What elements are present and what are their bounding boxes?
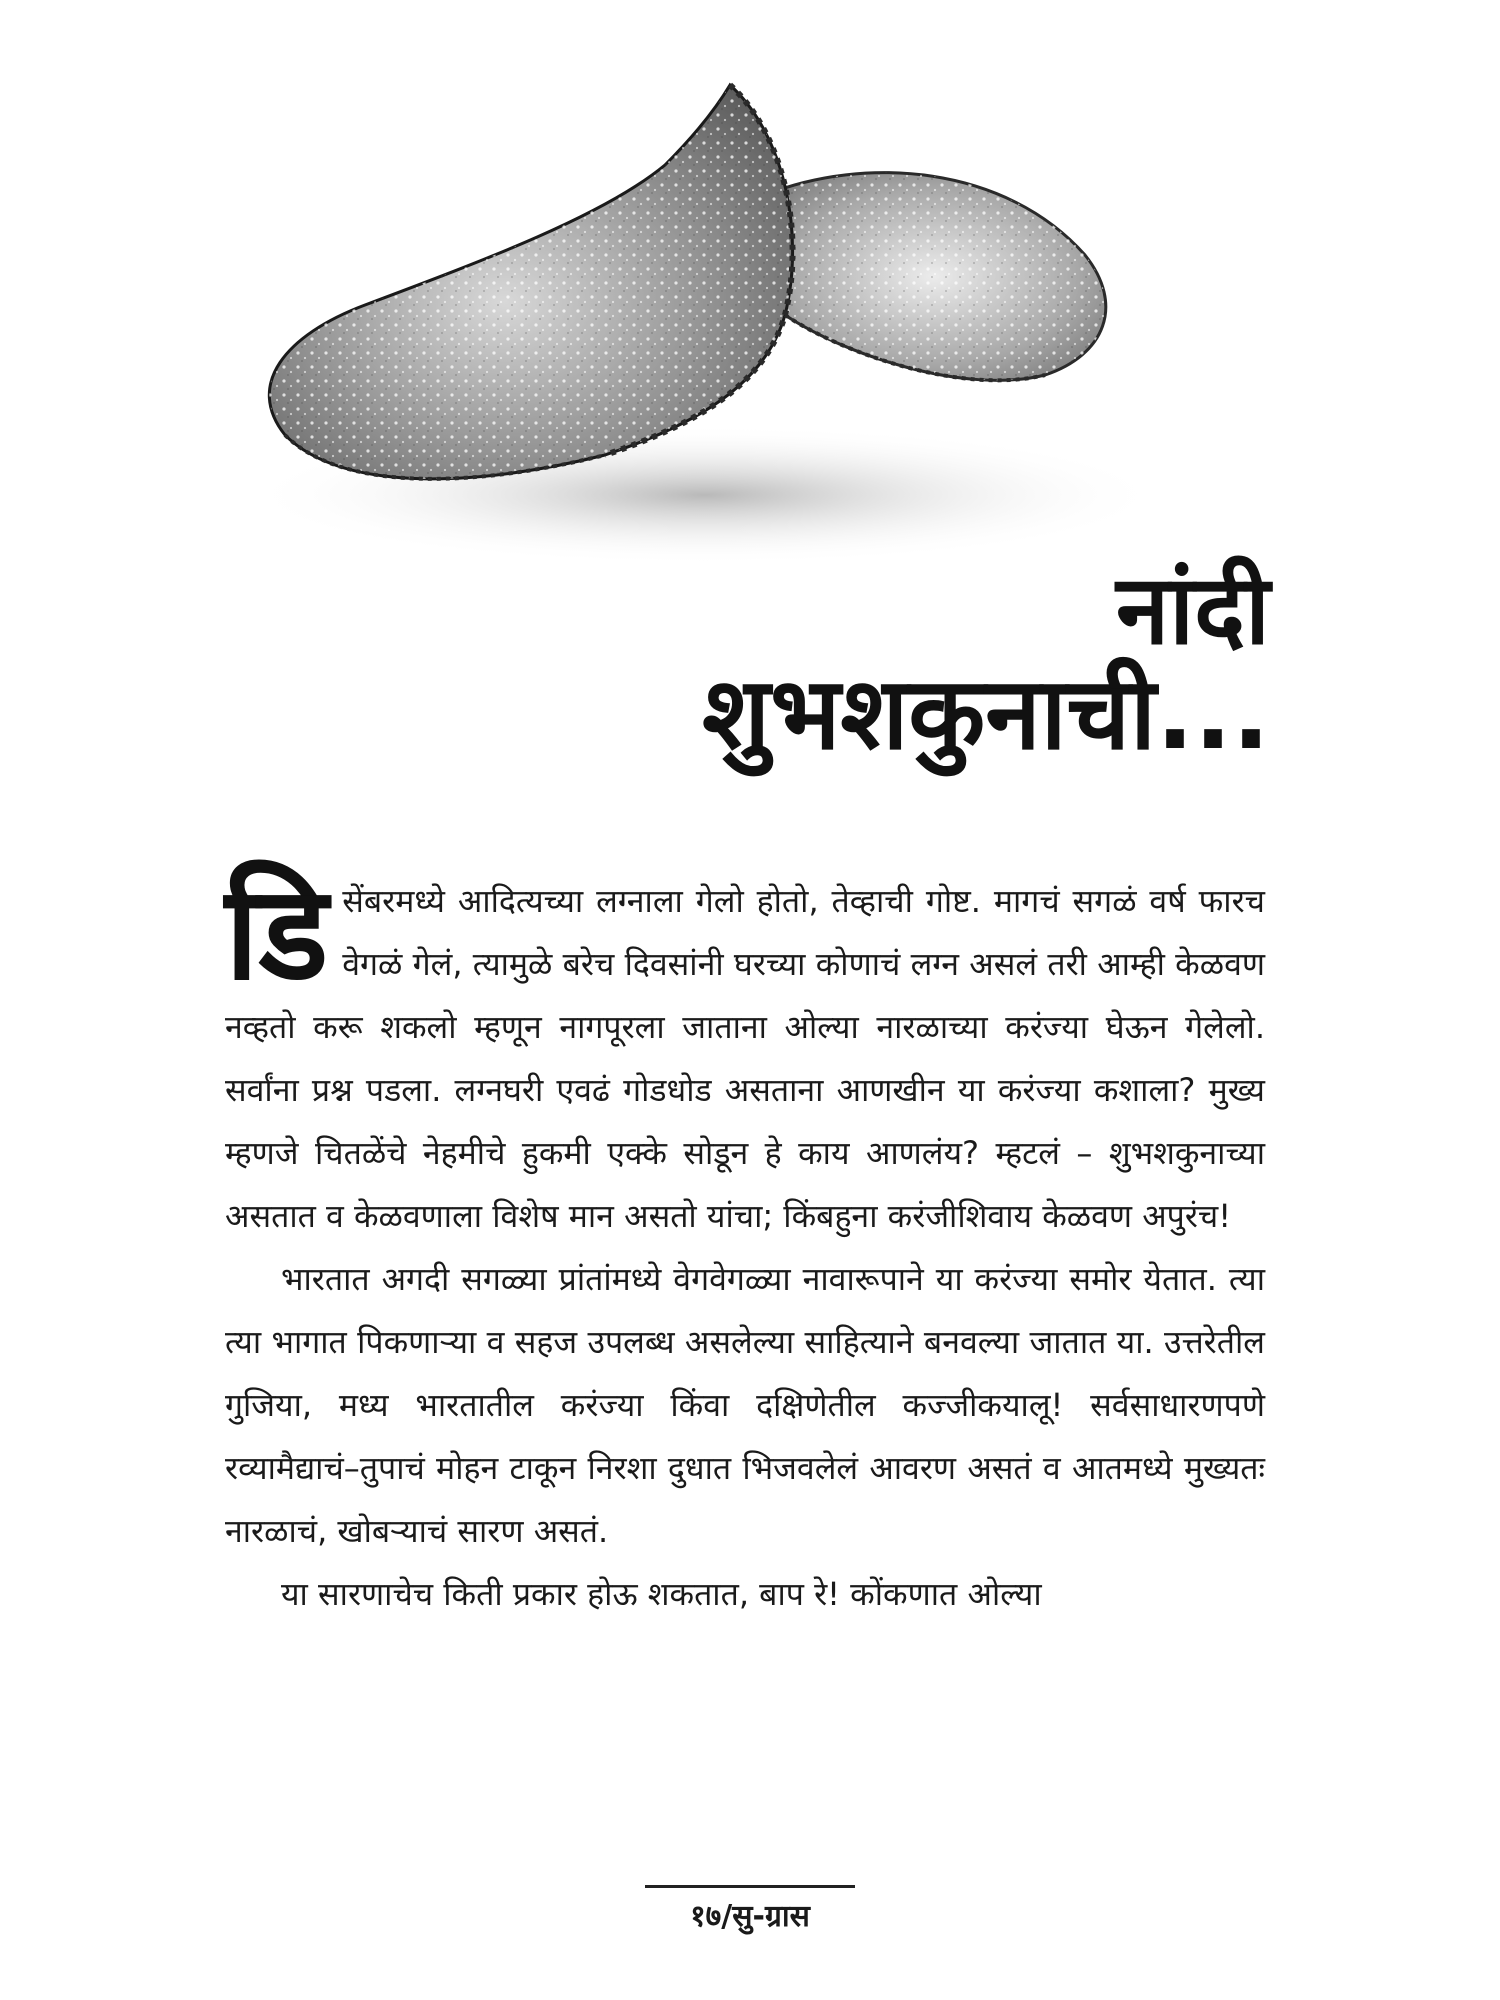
drop-cap: डि xyxy=(225,857,329,1009)
page-number: १७/सु-ग्रास xyxy=(690,1899,810,1934)
article-body xyxy=(225,857,1265,1626)
paragraph-2: भारतात अगदी सगळ्या प्रांतांमध्ये वेगवेगळ्या नावारूपाने या करंज्या समोर येतात. त्या त्या भागात पिकणाऱ्या व सहज उपलब्ध असलेल्या साहित्याने बनवल्या जातात या. उत्तरेतील गुजिया, मध्य भारतातील करंज्या किंवा दक्षिणेतील कज्जीकयालू! सर्वसाधारणपणे रव्यामैद्याचं–तुपाचं मोहन टाकून निरशा दुधात भिजवलेलं आवरण असतं व आतमध्ये मुख्यतः नारळाचं, खोबऱ्याचं सारण असतं. xyxy=(225,1260,1265,1550)
title-line-1: नांदी xyxy=(1116,554,1270,666)
paragraph-1-text: सेंबरमध्ये आदित्यच्या लग्नाला गेलो होतो, तेव्हाची गोष्ट. मागचं सगळं वर्ष फारच वेगळं गेलं, त्यामुळे बरेच दिवसांनी घरच्या कोणाचं लग्न असलं तरी आम्ही केळवण नव्हतो करू शकलो म्हणून नागपूरला जाताना ओल्या नारळाच्या करंज्या घेऊन गेलेलो. सर्वांना प्रश्न पडला. लग्नघरी एवढं गोडधोड असताना आणखीन या करंज्या कशाला? मुख्य म्हणजे चितळेंचे नेहमीचे हुकमी एक्के सोडून हे काय आणलंय? म्हटलं – शुभशकुनाच्या असतात व केळवणाला विशेष मान असतो यांचा; किंबहुना करंजीशिवाय केळवण अपुरंच! xyxy=(225,882,1265,1235)
paragraph-3: या सारणाचेच किती प्रकार होऊ शकतात, बाप रे! कोंकणात ओल्या xyxy=(281,1575,1042,1613)
title-line-2: शुभशकुनाची... xyxy=(702,654,1270,772)
footer-divider xyxy=(645,1885,855,1888)
page-footer xyxy=(0,1885,1500,1935)
paragraph-1 xyxy=(225,857,1265,1248)
page-title xyxy=(702,554,1270,772)
